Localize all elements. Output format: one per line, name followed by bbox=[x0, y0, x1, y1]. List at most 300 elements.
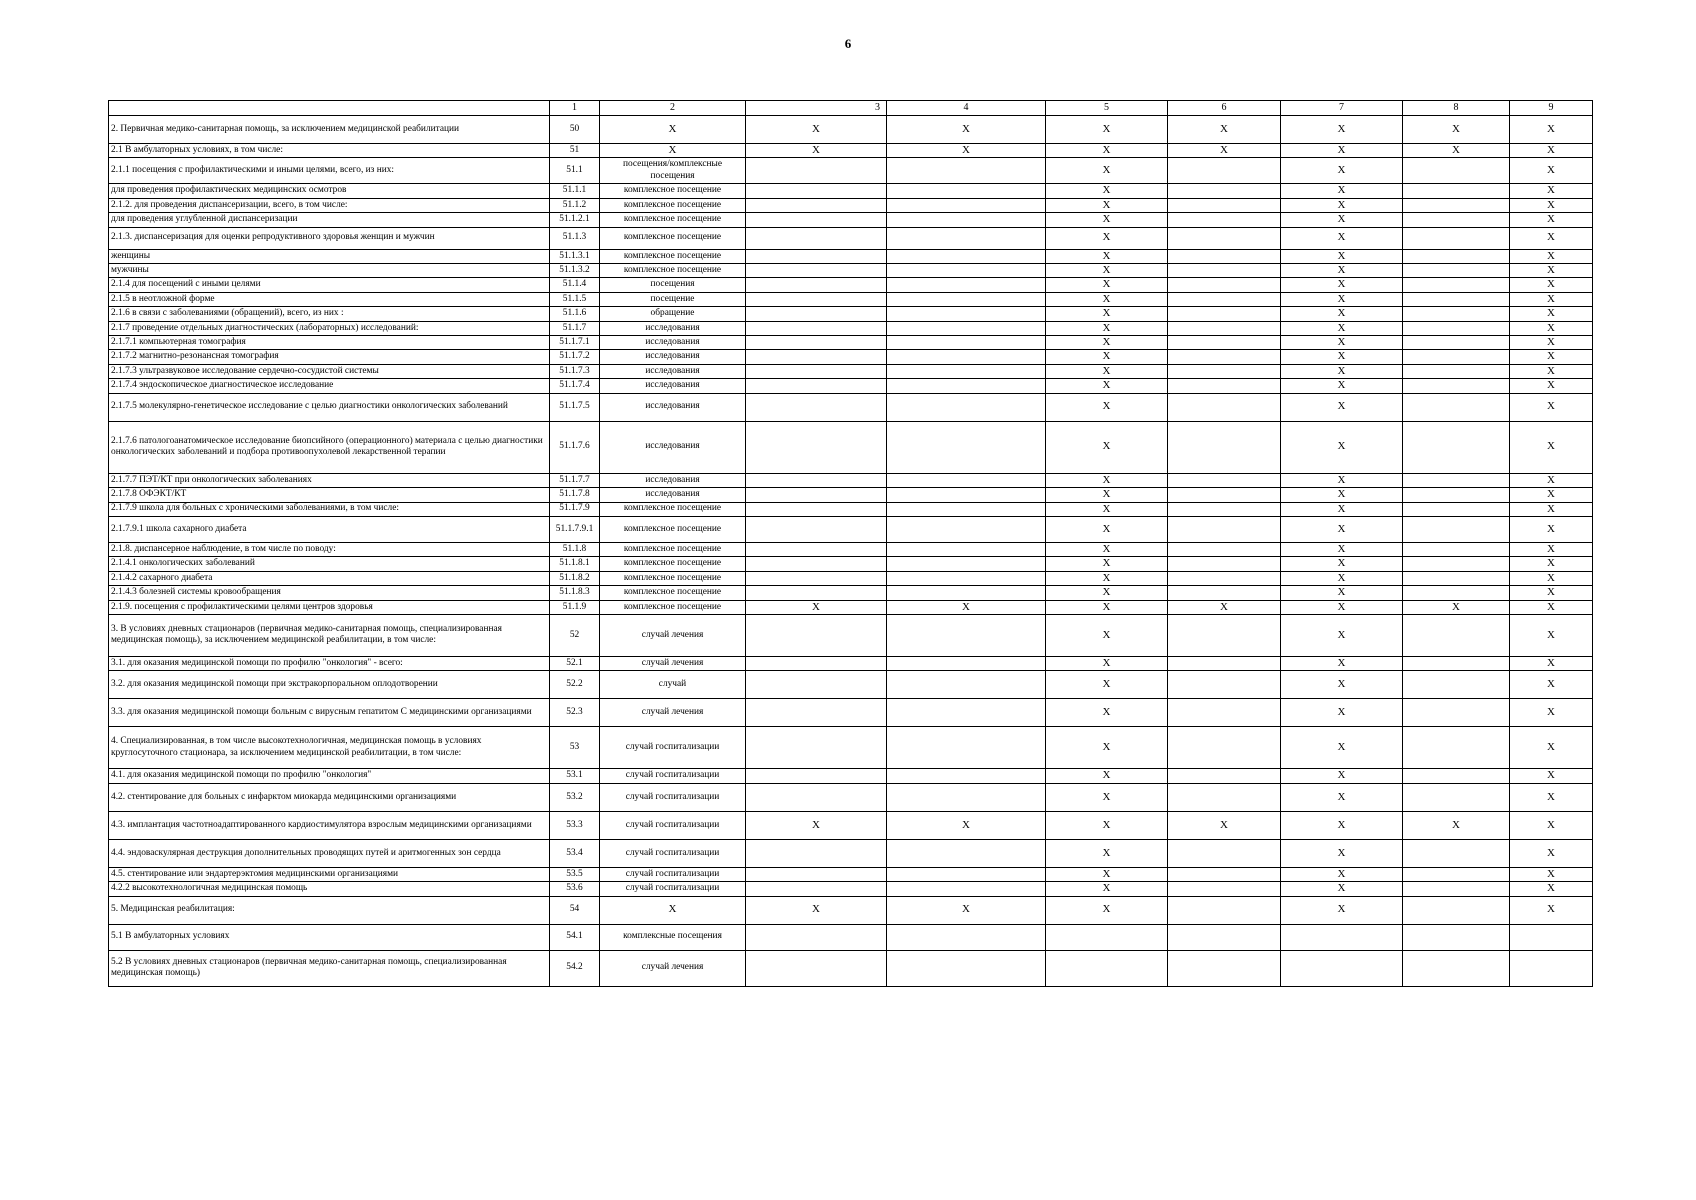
value-cell bbox=[746, 727, 887, 769]
row-name-cell: 2.1.4.2 сахарного диабета bbox=[109, 571, 550, 585]
value-cell: X bbox=[1510, 350, 1593, 364]
value-cell: X bbox=[1168, 600, 1281, 614]
row-name-cell: 2.1.7.9 школа для больных с хроническими заболеваниями, в том числе: bbox=[109, 502, 550, 516]
unit-cell: посещение bbox=[600, 292, 746, 306]
row-name-cell: 2.1 В амбулаторных условиях, в том числе: bbox=[109, 144, 550, 158]
value-cell: X bbox=[1510, 502, 1593, 516]
row-name-cell: 4.2. стентирование для больных с инфарктом миокарда медицинскими организациями bbox=[109, 783, 550, 811]
unit-cell: комплексное посещение bbox=[600, 264, 746, 278]
value-cell: X bbox=[1281, 278, 1403, 292]
row-name-cell: 2.1.9. посещения с профилактическими целями центров здоровья bbox=[109, 600, 550, 614]
value-cell bbox=[1168, 586, 1281, 600]
value-cell bbox=[1168, 516, 1281, 542]
value-cell: X bbox=[1510, 213, 1593, 227]
value-cell bbox=[1168, 699, 1281, 727]
value-cell: X bbox=[1281, 839, 1403, 867]
table-row bbox=[109, 321, 1593, 335]
value-cell bbox=[1403, 839, 1510, 867]
unit-cell: посещения bbox=[600, 278, 746, 292]
table-row bbox=[109, 600, 1593, 614]
value-cell bbox=[746, 213, 887, 227]
value-cell bbox=[1168, 364, 1281, 378]
header-cell: 8 bbox=[1403, 101, 1510, 116]
table-row bbox=[109, 839, 1593, 867]
header-cell: 9 bbox=[1510, 101, 1593, 116]
unit-cell: комплексное посещение bbox=[600, 600, 746, 614]
row-name-cell: 2.1.7.3 ультразвуковое исследование сердечно-сосудистой системы bbox=[109, 364, 550, 378]
table-row bbox=[109, 393, 1593, 421]
table-row bbox=[109, 811, 1593, 839]
value-cell bbox=[1168, 264, 1281, 278]
value-cell: X bbox=[1510, 542, 1593, 556]
value-cell: X bbox=[1510, 421, 1593, 473]
value-cell: X bbox=[1510, 198, 1593, 212]
value-cell: X bbox=[1046, 379, 1168, 393]
value-cell bbox=[1403, 502, 1510, 516]
value-cell bbox=[887, 571, 1046, 585]
value-cell bbox=[887, 586, 1046, 600]
row-name-cell: 2.1.4.3 болезней системы кровообращения bbox=[109, 586, 550, 600]
row-code-cell: 51.1.2 bbox=[550, 198, 600, 212]
header-cell: 7 bbox=[1281, 101, 1403, 116]
value-cell: X bbox=[1281, 699, 1403, 727]
value-cell bbox=[1168, 542, 1281, 556]
table-row bbox=[109, 867, 1593, 881]
row-code-cell: 50 bbox=[550, 116, 600, 144]
value-cell bbox=[887, 158, 1046, 184]
unit-cell: комплексное посещение bbox=[600, 542, 746, 556]
value-cell: X bbox=[1046, 364, 1168, 378]
table-row bbox=[109, 158, 1593, 184]
value-cell: X bbox=[1510, 473, 1593, 487]
value-cell: X bbox=[1281, 727, 1403, 769]
unit-cell: обращение bbox=[600, 307, 746, 321]
value-cell: X bbox=[1510, 811, 1593, 839]
value-cell: X bbox=[1046, 656, 1168, 670]
value-cell bbox=[1403, 473, 1510, 487]
unit-cell: комплексное посещение bbox=[600, 586, 746, 600]
value-cell bbox=[1403, 516, 1510, 542]
value-cell bbox=[1403, 783, 1510, 811]
value-cell: X bbox=[1281, 158, 1403, 184]
unit-cell: исследования bbox=[600, 488, 746, 502]
value-cell: X bbox=[1046, 292, 1168, 306]
row-name-cell: 2.1.4 для посещений с иными целями bbox=[109, 278, 550, 292]
header-row bbox=[109, 101, 1593, 116]
value-cell bbox=[887, 421, 1046, 473]
value-cell: X bbox=[1281, 896, 1403, 924]
value-cell bbox=[1168, 671, 1281, 699]
value-cell bbox=[887, 516, 1046, 542]
value-cell: X bbox=[1281, 769, 1403, 783]
table-row bbox=[109, 336, 1593, 350]
value-cell bbox=[1168, 307, 1281, 321]
value-cell bbox=[1168, 393, 1281, 421]
value-cell: X bbox=[1281, 336, 1403, 350]
row-code-cell: 51.1.5 bbox=[550, 292, 600, 306]
value-cell bbox=[887, 656, 1046, 670]
row-code-cell: 51.1.7.5 bbox=[550, 393, 600, 421]
table-row bbox=[109, 198, 1593, 212]
row-code-cell: 52 bbox=[550, 614, 600, 656]
value-cell bbox=[746, 571, 887, 585]
row-name-cell: 3.3. для оказания медицинской помощи больным с вирусным гепатитом С медицинскими организациями bbox=[109, 699, 550, 727]
value-cell bbox=[1403, 198, 1510, 212]
header-cell: 2 bbox=[600, 101, 746, 116]
value-cell bbox=[887, 264, 1046, 278]
value-cell bbox=[887, 950, 1046, 986]
row-name-cell: 2.1.2. для проведения диспансеризации, всего, в том числе: bbox=[109, 198, 550, 212]
table-row bbox=[109, 502, 1593, 516]
value-cell bbox=[1168, 614, 1281, 656]
table-row bbox=[109, 264, 1593, 278]
unit-cell: исследования bbox=[600, 364, 746, 378]
value-cell: X bbox=[746, 811, 887, 839]
value-cell bbox=[1403, 213, 1510, 227]
value-cell bbox=[1168, 184, 1281, 198]
table-row bbox=[109, 307, 1593, 321]
unit-cell: исследования bbox=[600, 393, 746, 421]
value-cell: X bbox=[1281, 213, 1403, 227]
table-row bbox=[109, 671, 1593, 699]
value-cell: X bbox=[887, 144, 1046, 158]
value-cell: X bbox=[1510, 516, 1593, 542]
value-cell: X bbox=[1046, 586, 1168, 600]
value-cell: X bbox=[1510, 727, 1593, 769]
table-row bbox=[109, 516, 1593, 542]
value-cell bbox=[1168, 336, 1281, 350]
value-cell bbox=[746, 516, 887, 542]
row-name-cell: 3.2. для оказания медицинской помощи при экстракорпоральном оплодотворении bbox=[109, 671, 550, 699]
row-code-cell: 54 bbox=[550, 896, 600, 924]
value-cell: X bbox=[1046, 184, 1168, 198]
unit-cell: комплексное посещение bbox=[600, 198, 746, 212]
unit-cell: исследования bbox=[600, 473, 746, 487]
value-cell bbox=[887, 542, 1046, 556]
row-name-cell: 2.1.7.7 ПЭТ/КТ при онкологических заболеваниях bbox=[109, 473, 550, 487]
value-cell bbox=[746, 950, 887, 986]
value-cell: X bbox=[1046, 783, 1168, 811]
value-cell: X bbox=[1046, 839, 1168, 867]
value-cell: X bbox=[1046, 473, 1168, 487]
row-name-cell: 2.1.4.1 онкологичеcких заболеваний bbox=[109, 557, 550, 571]
row-name-cell: 2.1.7.1 компьютерная томография bbox=[109, 336, 550, 350]
row-name-cell: 4.2.2 высокотехнологичная медицинская помощь bbox=[109, 882, 550, 896]
value-cell bbox=[1168, 557, 1281, 571]
value-cell bbox=[746, 278, 887, 292]
value-cell bbox=[1168, 839, 1281, 867]
value-cell bbox=[1403, 571, 1510, 585]
table-row bbox=[109, 769, 1593, 783]
value-cell: X bbox=[1281, 542, 1403, 556]
row-code-cell: 51.1.4 bbox=[550, 278, 600, 292]
value-cell bbox=[746, 671, 887, 699]
value-cell: X bbox=[1510, 488, 1593, 502]
value-cell: X bbox=[1281, 116, 1403, 144]
value-cell bbox=[1168, 227, 1281, 249]
value-cell: X bbox=[1046, 699, 1168, 727]
unit-cell: комплексное посещение bbox=[600, 516, 746, 542]
row-code-cell: 51.1.7.3 bbox=[550, 364, 600, 378]
header-cell: 6 bbox=[1168, 101, 1281, 116]
value-cell bbox=[1403, 379, 1510, 393]
row-name-cell: 2.1.3. диспансеризация для оценки репродуктивного здоровья женщин и мужчин bbox=[109, 227, 550, 249]
unit-cell: случай лечения bbox=[600, 699, 746, 727]
unit-cell: исследования bbox=[600, 379, 746, 393]
value-cell: X bbox=[1510, 867, 1593, 881]
row-name-cell: для проведения профилактических медицинских осмотров bbox=[109, 184, 550, 198]
row-name-cell: женщины bbox=[109, 249, 550, 263]
value-cell: X bbox=[1281, 321, 1403, 335]
unit-cell: исследования bbox=[600, 336, 746, 350]
value-cell: X bbox=[1510, 393, 1593, 421]
value-cell bbox=[746, 769, 887, 783]
value-cell: X bbox=[1046, 350, 1168, 364]
value-cell bbox=[1168, 950, 1281, 986]
unit-cell: комплексное посещение bbox=[600, 213, 746, 227]
row-code-cell: 51.1.8 bbox=[550, 542, 600, 556]
row-code-cell: 51.1 bbox=[550, 158, 600, 184]
value-cell bbox=[1403, 542, 1510, 556]
header-cell: 1 bbox=[550, 101, 600, 116]
value-cell bbox=[1046, 924, 1168, 950]
value-cell: X bbox=[1510, 656, 1593, 670]
value-cell bbox=[1168, 896, 1281, 924]
value-cell: X bbox=[1510, 307, 1593, 321]
value-cell: X bbox=[1510, 614, 1593, 656]
value-cell: X bbox=[1046, 502, 1168, 516]
row-name-cell: 4.3. имплантация частотноадаптированного кардиостимулятора взрослым медицинскими организациями bbox=[109, 811, 550, 839]
value-cell: X bbox=[1046, 727, 1168, 769]
value-cell bbox=[1403, 292, 1510, 306]
unit-cell: случай госпитализации bbox=[600, 882, 746, 896]
table-row bbox=[109, 557, 1593, 571]
value-cell bbox=[887, 292, 1046, 306]
value-cell bbox=[746, 882, 887, 896]
row-code-cell: 51.1.8.3 bbox=[550, 586, 600, 600]
value-cell bbox=[887, 924, 1046, 950]
row-name-cell: 2.1.5 в неотложной форме bbox=[109, 292, 550, 306]
value-cell bbox=[887, 699, 1046, 727]
value-cell: X bbox=[1046, 811, 1168, 839]
value-cell bbox=[1403, 614, 1510, 656]
value-cell bbox=[887, 867, 1046, 881]
value-cell: X bbox=[1046, 671, 1168, 699]
value-cell: X bbox=[1046, 158, 1168, 184]
value-cell: X bbox=[1046, 321, 1168, 335]
value-cell bbox=[1403, 769, 1510, 783]
unit-cell: случай лечения bbox=[600, 614, 746, 656]
value-cell: X bbox=[1281, 227, 1403, 249]
value-cell: X bbox=[1281, 488, 1403, 502]
row-code-cell: 53.1 bbox=[550, 769, 600, 783]
value-cell bbox=[1403, 699, 1510, 727]
value-cell: X bbox=[1046, 278, 1168, 292]
value-cell bbox=[1403, 321, 1510, 335]
value-cell bbox=[1168, 502, 1281, 516]
value-cell bbox=[1403, 393, 1510, 421]
value-cell: X bbox=[1281, 502, 1403, 516]
value-cell bbox=[1403, 727, 1510, 769]
value-cell: X bbox=[1046, 144, 1168, 158]
value-cell: X bbox=[1281, 421, 1403, 473]
value-cell: X bbox=[1281, 811, 1403, 839]
value-cell bbox=[887, 769, 1046, 783]
row-name-cell: 4. Специализированная, в том числе высокотехнологичная, медицинская помощь в условиях круглосуточного стационара, за исключением медицинской реабилитации, в том числе: bbox=[109, 727, 550, 769]
value-cell bbox=[746, 924, 887, 950]
value-cell bbox=[1403, 950, 1510, 986]
value-cell bbox=[887, 184, 1046, 198]
value-cell: X bbox=[1281, 184, 1403, 198]
value-cell bbox=[1168, 571, 1281, 585]
value-cell bbox=[887, 393, 1046, 421]
value-cell: X bbox=[1510, 379, 1593, 393]
table-row bbox=[109, 116, 1593, 144]
value-cell: X bbox=[1046, 488, 1168, 502]
table-row bbox=[109, 379, 1593, 393]
value-cell: X bbox=[1046, 882, 1168, 896]
value-cell bbox=[1403, 350, 1510, 364]
value-cell bbox=[746, 586, 887, 600]
value-cell: X bbox=[1281, 307, 1403, 321]
value-cell bbox=[887, 213, 1046, 227]
value-cell bbox=[887, 783, 1046, 811]
row-code-cell: 51.1.3.1 bbox=[550, 249, 600, 263]
value-cell bbox=[887, 671, 1046, 699]
row-code-cell: 51.1.7.9.1 bbox=[550, 516, 600, 542]
table-row bbox=[109, 184, 1593, 198]
table-row bbox=[109, 896, 1593, 924]
value-cell: X bbox=[1510, 144, 1593, 158]
value-cell: X bbox=[1281, 600, 1403, 614]
value-cell bbox=[746, 350, 887, 364]
value-cell bbox=[1403, 882, 1510, 896]
value-cell bbox=[1403, 557, 1510, 571]
value-cell: X bbox=[1510, 671, 1593, 699]
row-code-cell: 51 bbox=[550, 144, 600, 158]
value-cell: X bbox=[1281, 198, 1403, 212]
value-cell: X bbox=[1510, 783, 1593, 811]
value-cell bbox=[887, 321, 1046, 335]
table-row bbox=[109, 278, 1593, 292]
value-cell: X bbox=[1281, 292, 1403, 306]
row-code-cell: 51.1.8.1 bbox=[550, 557, 600, 571]
unit-cell: X bbox=[600, 116, 746, 144]
value-cell bbox=[746, 198, 887, 212]
row-code-cell: 51.1.8.2 bbox=[550, 571, 600, 585]
value-cell bbox=[1403, 249, 1510, 263]
table-row bbox=[109, 699, 1593, 727]
value-cell bbox=[1168, 278, 1281, 292]
value-cell: X bbox=[1046, 336, 1168, 350]
header-cell: 5 bbox=[1046, 101, 1168, 116]
unit-cell: исследования bbox=[600, 421, 746, 473]
value-cell: X bbox=[1510, 336, 1593, 350]
value-cell: X bbox=[1281, 867, 1403, 881]
value-cell bbox=[887, 614, 1046, 656]
value-cell bbox=[887, 882, 1046, 896]
value-cell bbox=[746, 379, 887, 393]
value-cell bbox=[1281, 924, 1403, 950]
row-code-cell: 51.1.6 bbox=[550, 307, 600, 321]
unit-cell: случай лечения bbox=[600, 656, 746, 670]
value-cell bbox=[1168, 769, 1281, 783]
value-cell: X bbox=[1046, 393, 1168, 421]
value-cell bbox=[1510, 950, 1593, 986]
value-cell: X bbox=[1510, 839, 1593, 867]
value-cell: X bbox=[746, 144, 887, 158]
value-cell bbox=[1168, 727, 1281, 769]
unit-cell: случай госпитализации bbox=[600, 839, 746, 867]
row-code-cell: 51.1.7.8 bbox=[550, 488, 600, 502]
value-cell: X bbox=[1510, 292, 1593, 306]
unit-cell: X bbox=[600, 144, 746, 158]
value-cell bbox=[746, 656, 887, 670]
header-cell: 4 bbox=[887, 101, 1046, 116]
table-row bbox=[109, 924, 1593, 950]
unit-cell: X bbox=[600, 896, 746, 924]
value-cell: X bbox=[1510, 571, 1593, 585]
row-name-cell: 3. В условиях дневных стационаров (первичная медико-санитарная помощь, специализированная медицинская помощь), за исключением медицинской реабилитации, в том числе: bbox=[109, 614, 550, 656]
value-cell bbox=[746, 488, 887, 502]
data-table bbox=[108, 100, 1593, 987]
value-cell bbox=[1168, 350, 1281, 364]
table-row bbox=[109, 292, 1593, 306]
unit-cell: случай госпитализации bbox=[600, 811, 746, 839]
value-cell bbox=[887, 502, 1046, 516]
value-cell: X bbox=[887, 116, 1046, 144]
value-cell bbox=[1403, 307, 1510, 321]
value-cell: X bbox=[1281, 783, 1403, 811]
header-cell bbox=[109, 101, 550, 116]
row-code-cell: 51.1.1 bbox=[550, 184, 600, 198]
row-code-cell: 51.1.7.2 bbox=[550, 350, 600, 364]
value-cell bbox=[1168, 656, 1281, 670]
value-cell bbox=[1403, 184, 1510, 198]
value-cell bbox=[887, 249, 1046, 263]
row-code-cell: 51.1.9 bbox=[550, 600, 600, 614]
value-cell: X bbox=[1046, 542, 1168, 556]
value-cell: X bbox=[1281, 473, 1403, 487]
value-cell bbox=[1403, 867, 1510, 881]
unit-cell: комплексное посещение bbox=[600, 227, 746, 249]
value-cell: X bbox=[1510, 264, 1593, 278]
value-cell bbox=[746, 867, 887, 881]
unit-cell: случай госпитализации bbox=[600, 783, 746, 811]
unit-cell: случай bbox=[600, 671, 746, 699]
value-cell bbox=[887, 278, 1046, 292]
unit-cell: случай лечения bbox=[600, 950, 746, 986]
row-code-cell: 52.1 bbox=[550, 656, 600, 670]
table-row bbox=[109, 542, 1593, 556]
table-row bbox=[109, 488, 1593, 502]
table-row bbox=[109, 364, 1593, 378]
value-cell bbox=[1168, 421, 1281, 473]
value-cell: X bbox=[1510, 557, 1593, 571]
value-cell bbox=[887, 379, 1046, 393]
value-cell: X bbox=[1046, 571, 1168, 585]
value-cell: X bbox=[1510, 699, 1593, 727]
value-cell bbox=[887, 336, 1046, 350]
row-name-cell: 2.1.6 в связи с заболеваниями (обращений), всего, из них : bbox=[109, 307, 550, 321]
value-cell: X bbox=[1510, 116, 1593, 144]
value-cell bbox=[746, 158, 887, 184]
value-cell bbox=[746, 292, 887, 306]
value-cell bbox=[746, 336, 887, 350]
table-row bbox=[109, 783, 1593, 811]
row-code-cell: 51.1.2.1 bbox=[550, 213, 600, 227]
value-cell: X bbox=[1281, 586, 1403, 600]
